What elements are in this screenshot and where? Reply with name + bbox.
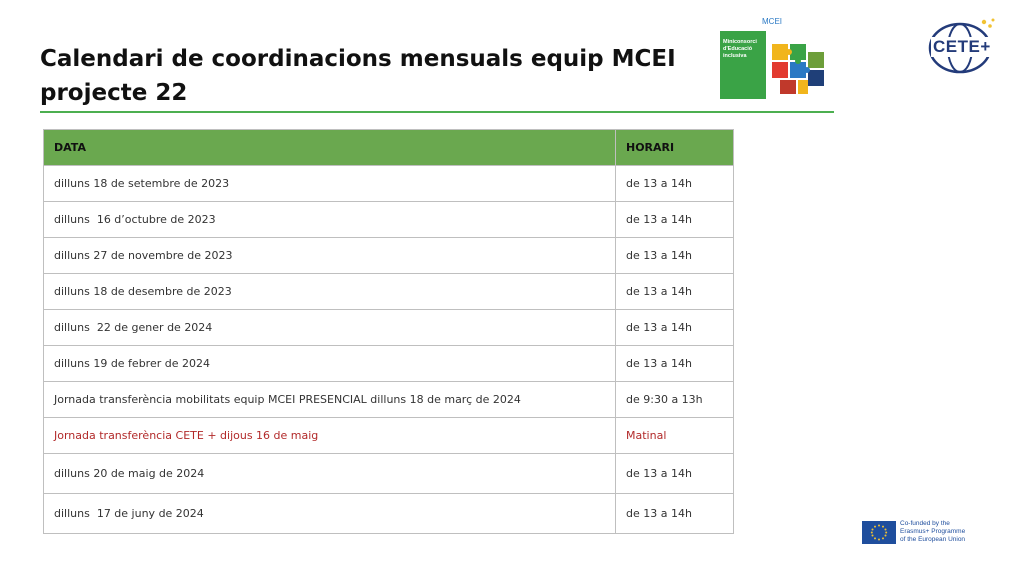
cell-horari: de 13 a 14h — [616, 494, 734, 534]
cell-horari: Matinal — [616, 418, 734, 454]
cell-data: dilluns 18 de setembre de 2023 — [44, 166, 616, 202]
puzzle-logo-icon — [768, 40, 828, 100]
column-header-horari: HORARI — [616, 130, 734, 166]
cell-data: dilluns 19 de febrer de 2024 — [44, 346, 616, 382]
cell-data: dilluns 20 de maig de 2024 — [44, 454, 616, 494]
table-row — [44, 202, 734, 238]
eu-cofunded-text: Co-funded by the Erasmus+ Programme of the European Union — [900, 520, 966, 543]
cell-horari: de 9:30 a 13h — [616, 382, 734, 418]
table-row — [44, 274, 734, 310]
table-header-row — [44, 130, 734, 166]
cell-horari: de 13 a 14h — [616, 202, 734, 238]
cell-data: Jornada transferència mobilitats equip MCEI PRESENCIAL dilluns 18 de març de 2024 — [44, 382, 616, 418]
table-row — [44, 166, 734, 202]
title-line-2: projecte 22 — [40, 80, 188, 106]
cell-horari: de 13 a 14h — [616, 454, 734, 494]
cell-horari: de 13 a 14h — [616, 274, 734, 310]
title-line-1: Calendari de coordinacions mensuals equip MCEI — [40, 46, 676, 72]
cell-data: dilluns 22 de gener de 2024 — [44, 310, 616, 346]
column-header-data: DATA — [44, 130, 616, 166]
cell-data: Jornada transferència CETE + dijous 16 de maig — [44, 418, 616, 454]
cell-data: dilluns 16 d’octubre de 2023 — [44, 202, 616, 238]
title-divider — [40, 111, 834, 113]
cell-horari: de 13 a 14h — [616, 238, 734, 274]
cell-horari: de 13 a 14h — [616, 166, 734, 202]
table-row — [44, 418, 734, 454]
table-row — [44, 382, 734, 418]
calendar-table — [43, 129, 734, 534]
page-title — [40, 42, 740, 110]
table-row — [44, 238, 734, 274]
eu-flag-icon — [862, 521, 896, 544]
mcei-logo-label: MCEI — [762, 17, 782, 26]
table-row — [44, 346, 734, 382]
table-row — [44, 454, 734, 494]
cete-logo-text: CETE+ — [933, 37, 991, 56]
cell-data: dilluns 27 de novembre de 2023 — [44, 238, 616, 274]
table-row — [44, 494, 734, 534]
cell-horari: de 13 a 14h — [616, 310, 734, 346]
cell-horari: de 13 a 14h — [616, 346, 734, 382]
cell-data: dilluns 17 de juny de 2024 — [44, 494, 616, 534]
mcei-logo-box: Miniconsorci d'Educació inclusiva — [720, 31, 766, 99]
table-row — [44, 310, 734, 346]
cell-data: dilluns 18 de desembre de 2023 — [44, 274, 616, 310]
